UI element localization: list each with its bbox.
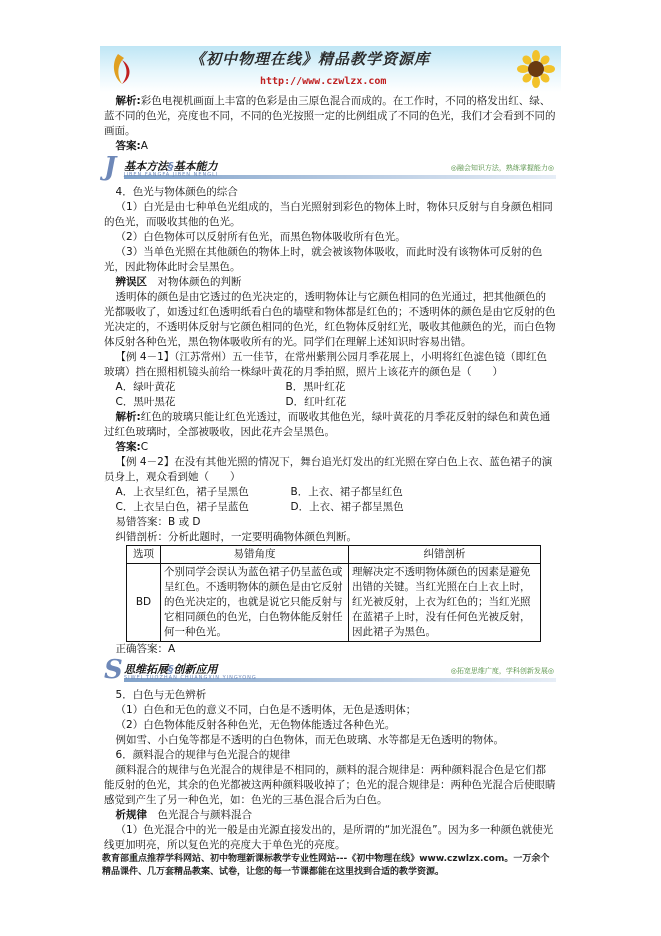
option: C．黑叶黑花 [115,396,176,408]
correction-note: 纠错剖析：分析此题时，一定要明确物体颜色判断。 [115,531,358,543]
top-answer: 答案:A [115,140,148,152]
option: D．红叶红花 [285,396,347,408]
correct-answer: 正确答案：A [115,643,176,655]
heading-5: 5．白色与无色辨析 [115,689,207,701]
section-tag: ◎拓宽思维广度，学科创新发展◎ [450,667,554,675]
paragraph: （1）色光混合中的光一般是由光源直接发出的，是所谓的“加光混色”。因为多一种颜色就使光线更加明亮，所以复色光的亮度大于单色光的亮度。 [104,824,554,851]
section-tag: ◎融会知识方法，熟练掌握能力◎ [450,164,554,172]
option: D．上衣、裙子都呈黑色 [290,501,404,513]
paragraph: （3）当单色光照在其他颜色的物体上时，就会被该物体吸收，而此时没有该物体可反射的色光，因此物体此时会呈黑色。 [104,246,543,273]
section-letter: S [104,655,123,685]
sunflower-icon [517,50,555,88]
banner-title: 《初中物理在线》精品教学资源库 [190,50,431,68]
table-header: 纠错剖析 [349,546,541,564]
section-title: 基本方法§基本能力 [124,160,218,173]
option: B．黑叶红花 [285,381,346,393]
wrong-answer: 易错答案：B 或 D [115,516,201,528]
section-header-basic [104,152,556,182]
table-header: 选项 [127,546,161,564]
page-footer: 教育部重点推荐学科网站、初中物理新课标教学专业性网站---《初中物理在线》www.czwlzx.com。一万余个精品课件、几万套精品教案、试卷，让您的每一节课都能在这里找到合适的教学资源。 [102,854,550,877]
heading-4: 4．色光与物体颜色的综合 [115,186,238,198]
mistake-heading: 辨误区 对物体颜色的判断 [115,276,242,288]
option: A．上衣呈红色，裙子呈黑色 [115,486,249,498]
section-title: 思维拓展§创新应用 [124,663,218,676]
table-row [127,564,541,642]
section-header-thinking [104,655,556,685]
option: B．上衣、裙子都呈红色 [290,486,403,498]
example-options [104,485,556,515]
example-options [104,380,556,410]
table-header: 易错角度 [161,546,349,564]
paragraph: 透明体的颜色是由它透过的色光决定的，透明物体让与它颜色相同的色光通过，把其他颜色的光都吸收了，如透过红色透明纸看白色的墙壁和物体都是红色的；不透明体的颜色是由它反射的色光决定的，不透明体反射与它颜色相同的色光，红色物体反射红光，吸收其他颜色的光，而白色物体反射各种色光，黑色物体吸收所有的光。同学们在理解上述知识时容易出错。 [104,291,556,348]
heading-6: 6．颜料混合的规律与色光混合的规律 [115,749,291,761]
section-subtitle: JIBEN FANGFA JIBEN NENGLI [124,172,219,178]
paragraph: 颜料混合的规律与色光混合的规律是不相同的，颜料的混合规律是：两种颜料混合色是它们都能反射的色光，其余的色光都被这两种颜料吸收掉了；色光的混合规律是：两种色光混合后使眼睛感觉到产生了另一种色光，如：色光的三基色混合后为白色。 [104,764,556,806]
table-cell: BD [127,564,161,642]
paragraph: （2）白色物体可以反射所有色光，而黑色物体吸收所有色光。 [115,231,406,243]
analysis-label: 解析: [115,95,141,107]
example-answer: 答案:C [115,441,149,453]
table-cell: 个别同学会误认为蓝色裙子仍呈蓝色或呈红色。不透明物体的颜色是由它反射的色光决定的，也就是说它只能反射与它相同颜色的色光，白色物体能反射任何一种色光。 [161,564,349,642]
table-header-row [127,546,541,564]
error-analysis-table [126,545,541,642]
document-body [104,94,556,853]
example-analysis: 解析:红色的玻璃只能让红色光透过，而吸收其他色光，绿叶黄花的月季花反射的绿色和黄色通过红色玻璃时，全部被吸收，因此花卉会呈黑色。 [104,411,551,438]
header-banner [100,46,561,92]
paragraph: （1）白光是由七种单色光组成的，当白光照射到彩色的物体上时，物体只反射与自身颜色相同的色光，而吸收其他的色光。 [104,201,553,228]
table-cell: 理解决定不透明物体颜色的因素是避免出错的关键。当红光照在白上衣上时，红光被反射，上衣为红色的；当红光照在蓝裙子上时，没有任何色光被反射，因此裙子为黑色。 [349,564,541,642]
example-4-2: 【例 4－2】在没有其他光照的情况下，舞台追光灯发出的红光照在穿白色上衣、蓝色裙子的演员身上，观众看到她（ ） [104,456,553,483]
top-analysis: 解析:彩色电视机画面上丰富的色彩是由三原色混合而成的。在工作时，不同的格发出红、绿、蓝不同的色光，亮度也不同，不同的色光按照一定的比例组成了不同的色光，我们才会看到不同的画面。 [104,95,556,137]
section-subtitle: SIWEI TUOZHAN CHUANGXIN YINGYONG [124,675,257,681]
logo-icon [110,52,136,86]
section-letter: J [104,152,117,182]
option: A．绿叶黄花 [115,381,176,393]
option: C．上衣呈白色，裙子呈蓝色 [115,501,249,513]
paragraph: （2）白色物体能反射各种色光，无色物体能透过各种色光。 [115,719,396,731]
rule-heading: 析规律 色光混合与颜料混合 [115,809,253,821]
paragraph: （1）白色和无色的意义不同，白色是不透明体，无色是透明体； [115,704,417,716]
example-4-1: 【例 4－1】（江苏常州）五一佳节，在常州紫荆公园月季花展上，小明将红色滤色镜（即红色玻璃）挡在照相机镜头前给一株绿叶黄花的月季拍照，照片上该花卉的颜色是（ ） [104,351,547,378]
paragraph: 例如雪、小白兔等都是不透明的白色物体，而无色玻璃、水等都是无色透明的物体。 [115,734,505,746]
banner-url[interactable]: http://www.czwlzx.com [260,76,387,87]
